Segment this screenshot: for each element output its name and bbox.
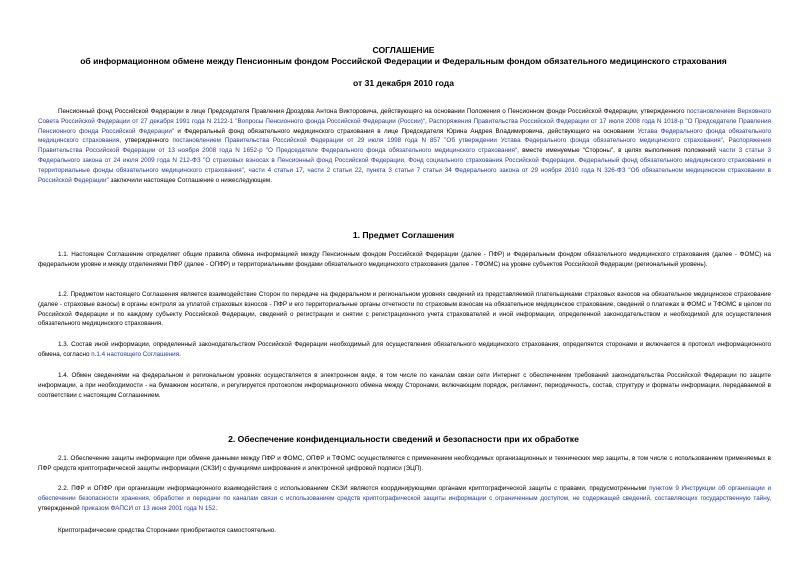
preamble-text: ,	[425, 117, 429, 125]
preamble-text: , вместе именуемые "Стороны", в целях выполнения положений	[517, 147, 720, 155]
section-1-heading: 1. Предмет Соглашения	[352, 230, 455, 240]
paragraph-1-2: 1.2. Предметом настоящего Соглашения является взаимодействие Сторон по передаче на федеральном и региональном уровнях сведений из представляемой плательщиками страховых взносов на обязательное медицинское страхование (далее - страховые взносы) в органы контроля за уплатой страховых взносов - ПФР и его территориальные органы отчетности по страховым взносам на обязательное медицинское страхование, сведений о платежах в ФОМС и ТФОМС в целом по Российской Федерации и по каждому субъекту Российской Федерации, сведений о регистрации и снятии с регистрационного учета страхователей и иной информации, определенной законодательством и необходимой для осуществления обязательного медицинского страхования.	[38, 291, 771, 328]
document-subtitle: об информационном обмене между Пенсионным фондом Российской Федерации и Федеральным фондом обязательного медицинского страхования	[80, 56, 727, 66]
doc-link[interactable]: приказом ФАПСИ от 13 июня 2001 года N 152	[81, 504, 216, 512]
paragraph-2-3: Криптографические средства Сторонами приобретаются самостоятельно.	[58, 527, 277, 534]
preamble-text: заключили настоящее Соглашение о нижеследующем.	[108, 176, 272, 184]
paragraph-2-1: 2.1. Обеспечение защиты информации при обмене данными между ПФР и ФОМС, ОПФР и ТФОМС осуществляется с применением необходимых организационных и технических мер защиты, в том числе с использованием применяемых в ПФР средств криптографической защиты информации (СКЗИ) с функциями шифрования и электронной цифровой подписи (ЭЦП).	[38, 455, 771, 472]
paragraph-text: .	[215, 504, 218, 512]
preamble-paragraph	[38, 107, 771, 185]
doc-link[interactable]: п.1.4 настоящего Соглашения	[91, 350, 180, 358]
paragraph-text: , утвержденной	[38, 494, 771, 512]
doc-link[interactable]: пунктом 9 Инструкции об организации и обеспечении безопасности хранения, обработки и передачи по каналам связи с использованием средств криптографической защиты информации с ограниченным доступом, не содержащей сведений, составляющих государственную тайну	[38, 485, 771, 502]
paragraph-text: 1.3. Состав иной информации, определенный законодательством Российской Федерации необходимый для осуществления обязательного медицинского страхования, определяется сторонами и включается в протокол информационного обмена, согласно	[38, 341, 771, 358]
doc-link[interactable]: части 3 статьи 3 Федерального закона от 24 июля 2009 года N 212-ФЗ "О страховых взносах в Пенсионный фонд Российской Федерации, Фонд социального страхования Российской Федерации, Федеральный фонд обязательного медицинского страхования и территориальные фонды обязательного медицинского страхования"	[38, 147, 772, 174]
doc-link[interactable]: постановлением Верховного Совета Российской Федерации от 27 декабря 1991 года N 2122-1 "Вопросы Пенсионного фонда Российской Федерации (России)"	[38, 108, 771, 125]
doc-link[interactable]: Распоряжения Правительства Российской Федерации от 17 июля 2008 года N 1018-р "О Председателе Правления Пенсионного фонда Российской Федерации"	[38, 117, 771, 135]
doc-link[interactable]: Распоряжения Правительства Российской Федерации от 13 ноября 2008 года N 1652-р "О Председателе Федерального фонда обязательного медицинского страхования"	[38, 137, 772, 155]
preamble-text: ,	[302, 166, 308, 174]
preamble-text: ,	[361, 166, 367, 174]
paragraph-1-4: 1.4. Обмен сведениями на федеральном и региональном уровнях осуществляется в электронном виде, в том числе по каналам связи сети Интернет с обеспечением требований законодательства Российской Федерации по защите информации, а при необходимости - на бумажном носителе, и регулируется протоколом информационного обмена между Сторонами, включающим порядок, регламент, периодичность, состав, структуру и форматы информации, передаваемой в соответствии с настоящим Соглашением.	[38, 372, 771, 399]
paragraph-2-2	[38, 484, 771, 513]
preamble-text: , утвержденного	[119, 137, 173, 145]
paragraph-text: .	[179, 350, 181, 358]
preamble-text: Пенсионный фонд Российской Федерации в лице Председателя Правления Дроздова Антона Викторовича, действующего на основании Положения о Пенсионном фонде Российской Федерации, утвержденного	[58, 108, 687, 115]
document-date: от 31 декабря 2010 года	[352, 78, 455, 88]
preamble-text: и Федеральный фонд обязательного медицинского страхования в лице Председателя Юрина Андрея Владимировича, действующего на основании	[174, 127, 638, 135]
doc-link[interactable]: части 2 статьи 22	[307, 166, 362, 174]
paragraph-1-3	[38, 340, 771, 360]
doc-link[interactable]: постановлением Правительства Российской Федерации от 29 июля 1998 года N 857 "Об утверждении Устава Федерального фонда обязательного медицинского страхования"	[172, 137, 723, 145]
section-2-heading: 2. Обеспечение конфиденциальности сведений и безопасности при их обработке	[228, 434, 579, 444]
paragraph-1-1: 1.1. Настоящее Соглашение определяет общие правила обмена информацией между Пенсионным фондом Российской Федерации (далее - ПФР) и Федеральным фондом обязательного медицинского страхования (далее - ФОМС) на федеральном уровне и между отделениями ПФР (далее - ОПФР) и территориальными фондами обязательного медицинского страхования (далее - ТФОМС) на уровне субъектов Российской Федерации (региональный уровень).	[38, 251, 771, 268]
preamble-text: ,	[243, 166, 249, 174]
document-title: СОГЛАШЕНИЕ	[372, 45, 435, 55]
preamble-text: ,	[722, 137, 729, 145]
doc-link[interactable]: части 4 статьи 17	[248, 166, 303, 174]
doc-link[interactable]: Устава Федерального фонда обязательного медицинского страхования	[38, 127, 771, 145]
doc-link[interactable]: пункта 3 статьи 7 статьи 34 Федерального закона от 29 ноября 2010 года N 326-ФЗ "Об обязательном медицинском страховании в Российской Федерации"	[38, 166, 771, 184]
paragraph-text: 2.2. ПФР и ОПФР при организации информационного взаимодействия с использованием СКЗИ являются координирующими органами криптографической защиты с правами, предусмотренными	[58, 485, 650, 492]
